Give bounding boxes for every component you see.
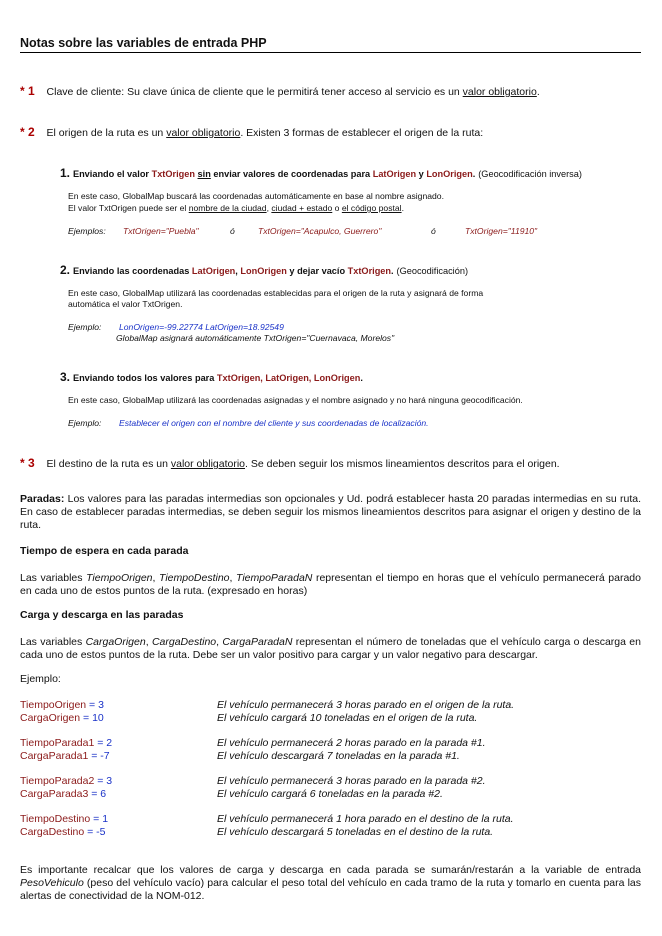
opt1-var-lonorigen: LonOrigen — [426, 169, 473, 179]
opt1-nombre-ciudad: nombre de la ciudad — [188, 203, 267, 213]
note-3 — [20, 456, 560, 470]
note-3-link: valor obligatorio — [170, 458, 246, 470]
example-desc: El vehículo descargará 7 toneladas en la parada #1. — [217, 750, 460, 762]
opt2-desc-1: En este caso, GlobalMap utilizará las coordenadas establecidas para el origen de la ruta y asignará de forma — [68, 288, 484, 298]
example-value: 3 — [106, 775, 113, 787]
opt1-var-latorigen: LatOrigen — [372, 169, 417, 179]
opt1-desc2b: , — [266, 203, 272, 213]
example-desc: El vehículo permanecerá 1 hora parado en el destino de la ruta. — [217, 813, 514, 825]
example-var — [20, 788, 106, 800]
espera-t2: , — [152, 572, 159, 584]
example-desc: El vehículo permanecerá 3 horas parado en el origen de la ruta. — [217, 699, 515, 711]
final-t1: Es importante recalcar que los valores de carga y descarga en cada parada se sumarán/restarán a la variable de entrada — [20, 864, 641, 876]
example-var — [20, 699, 104, 711]
note-1-marker: * 1 — [20, 84, 35, 98]
example-eq: = — [80, 712, 93, 724]
opt2-t1: Enviando las coordenadas — [72, 266, 192, 276]
example-var-name: CargaOrigen — [20, 712, 81, 724]
opt1-or-1: ó — [230, 226, 235, 236]
example-var — [20, 712, 104, 724]
example-value: 10 — [92, 712, 104, 724]
carga-t1: Las variables — [20, 636, 86, 648]
example-var-name: TiempoOrigen — [20, 699, 87, 711]
example-value: -7 — [100, 750, 110, 762]
example-desc: El vehículo descargará 5 toneladas en el destino de la ruta. — [217, 826, 494, 838]
example-var — [20, 826, 106, 838]
example-var-name: CargaParada3 — [20, 788, 89, 800]
final-paragraph — [20, 864, 641, 903]
example-eq: = — [94, 737, 107, 749]
opt3-ex-label: Ejemplo: — [68, 418, 102, 428]
example-desc: El vehículo permanecerá 3 horas parado en la parada #2. — [217, 775, 486, 787]
example-eq: = — [88, 750, 101, 762]
paradas-label: Paradas: — [20, 493, 65, 505]
opt2-ex-1: LonOrigen=-99.22774 LatOrigen=18.92549 — [119, 322, 284, 332]
opt1-t5: . — [472, 169, 476, 179]
opt2-desc-2: automática el valor TxtOrigen. — [68, 299, 183, 309]
opt1-desc2c: o — [332, 203, 342, 213]
carga-heading: Carga y descarga en las paradas — [20, 609, 184, 621]
note-1-link: valor obligatorio — [462, 86, 537, 98]
example-value: 6 — [100, 788, 107, 800]
example-desc: El vehículo cargará 10 toneladas en el origen de la ruta. — [217, 712, 478, 724]
espera-heading: Tiempo de espera en cada parada — [20, 545, 189, 557]
opt3-t1: Enviando todos los valores para — [72, 373, 217, 383]
example-var — [20, 813, 108, 825]
page-title: Notas sobre las variables de entrada PHP — [20, 36, 267, 50]
opt2-var-txtorigen: TxtOrigen — [347, 266, 392, 276]
note-1 — [20, 84, 540, 98]
opt1-desc2d: . — [401, 203, 404, 213]
opt1-ex-1: TxtOrigen="Puebla" — [123, 226, 199, 236]
note-1-text: Clave de cliente: Su clave única de cliente que le permitirá tener acceso al servicio es un — [46, 86, 463, 98]
opt2-paren: (Geocodificación) — [396, 266, 469, 276]
espera-var-3: TiempoParadaN — [236, 572, 313, 584]
example-eq: = — [84, 826, 97, 838]
example-desc: El vehículo cargará 6 toneladas en la parada #2. — [217, 788, 443, 800]
example-value: -5 — [96, 826, 106, 838]
opt3-desc-1: En este caso, GlobalMap utilizará las coordenadas asignadas y el nombre asignado y no hará ninguna geocodificación. — [68, 395, 523, 405]
example-var — [20, 737, 112, 749]
opt2-t3: y dejar vacío — [286, 266, 348, 276]
opt2-var-lonorigen: LonOrigen — [240, 266, 287, 276]
opt3-vars: TxtOrigen, LatOrigen, LonOrigen — [216, 373, 361, 383]
note-2 — [20, 125, 483, 139]
option-1-number: 1. — [60, 166, 71, 180]
title-divider — [20, 52, 641, 53]
note-2-marker: * 2 — [20, 125, 35, 139]
example-eq: = — [86, 699, 99, 711]
carga-var-3: CargaParadaN — [222, 636, 293, 648]
paradas-paragraph — [20, 493, 641, 532]
opt1-desc-2 — [68, 203, 404, 213]
espera-var-2: TiempoDestino — [159, 572, 230, 584]
note-2-link: valor obligatorio — [166, 127, 241, 139]
option-3-number: 3. — [60, 370, 71, 384]
opt1-ciudad-estado: ciudad + estado — [271, 203, 333, 213]
espera-paragraph — [20, 572, 641, 598]
example-var-name: TiempoParada2 — [20, 775, 95, 787]
espera-t1: Las variables — [20, 572, 87, 584]
opt1-var-txtorigen: TxtOrigen — [151, 169, 195, 179]
paradas-text: Los valores para las paradas intermedias son opcionales y Ud. podrá establecer hasta 20 paradas intermedias en su ruta. En caso de establecer paradas intermedias, se deben seguir los mismos lineamientos descritos para asignar el origen y destino de la ruta. — [20, 493, 641, 531]
opt1-or-2: ó — [431, 226, 436, 236]
note-3-text-b: . Se deben seguir los mismos lineamientos descritos para el origen. — [245, 458, 560, 470]
carga-var-1: CargaOrigen — [85, 636, 146, 648]
opt1-t4: y — [416, 169, 427, 179]
example-eq: = — [90, 813, 103, 825]
example-var-name: TiempoDestino — [20, 813, 91, 825]
opt1-ex-label: Ejemplos: — [68, 226, 106, 236]
opt1-desc-1: En este caso, GlobalMap buscará las coordenadas automáticamente en base al nombre asignado. — [68, 191, 444, 201]
carga-var-2: CargaDestino — [151, 636, 217, 648]
opt3-t2: . — [360, 373, 363, 383]
carga-t3: , — [216, 636, 223, 648]
opt1-ex-3: TxtOrigen="11910" — [465, 226, 538, 236]
espera-t3: , — [229, 572, 237, 584]
example-var-name: CargaDestino — [20, 826, 85, 838]
opt1-t1: Enviando el valor — [72, 169, 152, 179]
note-1-end: . — [536, 86, 540, 98]
opt1-sin: sin — [197, 169, 211, 179]
example-var — [20, 775, 112, 787]
note-2-text-b: . Existen 3 formas de establecer el origen de la ruta: — [240, 127, 484, 139]
opt1-paren: (Geocodificación inversa) — [478, 169, 582, 179]
note-3-text-a: El destino de la ruta es un — [46, 458, 171, 470]
espera-t4: representan el tiempo en horas que el vehículo permanecerá parado en cada uno de estos puntos de la ruta. (expresado en horas) — [20, 572, 641, 597]
option-2-number: 2. — [60, 263, 71, 277]
example-desc: El vehículo permanecerá 2 horas parado en la parada #1. — [217, 737, 486, 749]
example-value: 3 — [98, 699, 104, 711]
note-2-text-a: El origen de la ruta es un — [46, 127, 167, 139]
opt2-t4: . — [391, 266, 394, 276]
example-value: 1 — [102, 813, 109, 825]
opt2-ex-label: Ejemplo: — [68, 322, 102, 332]
example-eq: = — [88, 788, 101, 800]
example-var-name: CargaParada1 — [20, 750, 89, 762]
espera-var-1: TiempoOrigen — [86, 572, 153, 584]
opt2-var-latorigen: LatOrigen — [191, 266, 236, 276]
option-3-heading — [60, 370, 363, 384]
carga-t2: , — [145, 636, 152, 648]
example-eq: = — [94, 775, 107, 787]
opt2-t2: , — [235, 266, 241, 276]
carga-paragraph — [20, 636, 641, 662]
opt1-ex-2: TxtOrigen="Acapulco, Guerrero" — [258, 226, 382, 236]
example-var — [20, 750, 110, 762]
example-value: 2 — [106, 737, 113, 749]
opt3-ex-1: Establecer el origen con el nombre del cliente y sus coordenadas de localización. — [119, 418, 429, 428]
opt1-t3: enviar valores de coordenadas para — [210, 169, 373, 179]
carga-t4: representan el número de toneladas que el vehículo carga o descarga en cada uno de estos puntos de la ruta. Debe ser un valor positivo para cargar y un valor negativo para descargar. — [20, 636, 641, 661]
opt2-ex-2: GlobalMap asignará automáticamente TxtOrigen="Cuernavaca, Morelos" — [116, 333, 395, 343]
final-var: PesoVehiculo — [20, 877, 84, 889]
note-3-marker: * 3 — [20, 456, 35, 470]
example-var-name: TiempoParada1 — [20, 737, 95, 749]
final-t2: (peso del vehículo vacío) para calcular el peso total del vehículo en cada tramo de la ruta y tomarlo en cuenta para las alertas de conectividad de la NOM-012. — [20, 877, 641, 902]
ejemplo-label: Ejemplo: — [20, 673, 61, 685]
opt1-codigo-postal: el código postal — [341, 203, 402, 213]
option-2-heading — [60, 263, 468, 277]
option-1-heading — [60, 166, 582, 180]
opt1-desc2a: El valor TxtOrigen puede ser el — [68, 203, 189, 213]
